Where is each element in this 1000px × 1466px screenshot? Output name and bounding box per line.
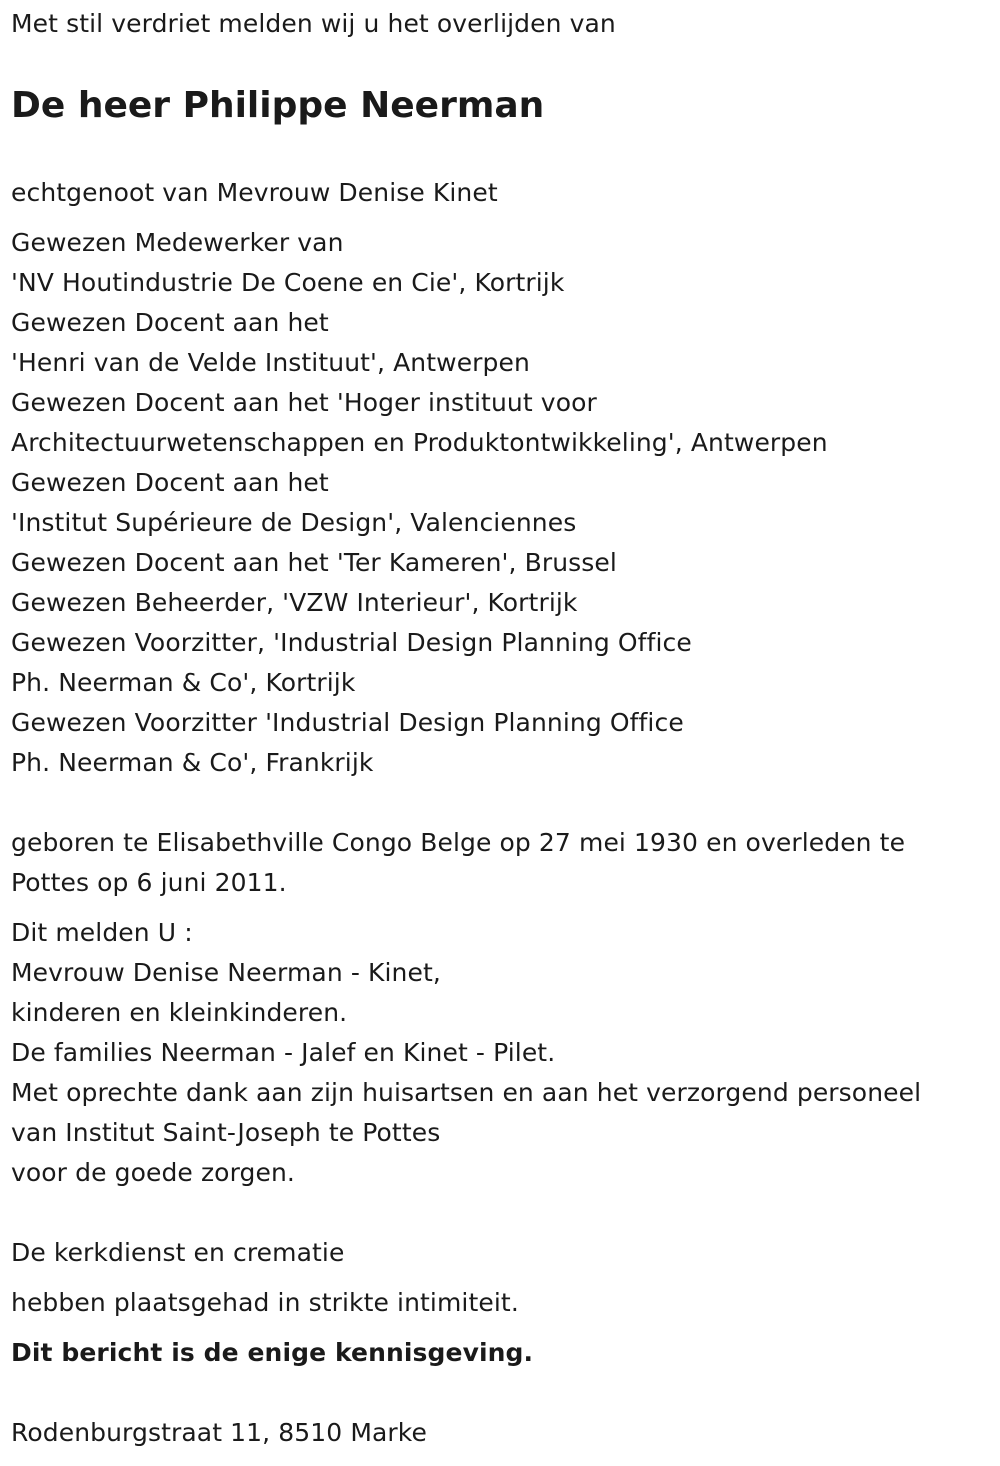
intro-text: Met stil verdriet melden wij u het overlijden van — [11, 9, 616, 38]
career-line: Gewezen Voorzitter 'Industrial Design Planning Office — [11, 708, 684, 737]
career-line: Architectuurwetenschappen en Produktontwikkeling', Antwerpen — [11, 428, 828, 457]
notice-text: Dit bericht is de enige kennisgeving. — [11, 1338, 534, 1367]
career-line: Gewezen Docent aan het 'Ter Kameren', Brussel — [11, 548, 617, 577]
announcer-line: Mevrouw Denise Neerman - Kinet, — [11, 958, 441, 987]
career-line: Gewezen Docent aan het 'Hoger instituut voor — [11, 388, 597, 417]
career-line: 'Institut Supérieure de Design', Valenciennes — [11, 508, 577, 537]
announcer-line: Dit melden U : — [11, 918, 193, 947]
birth-line: Pottes op 6 juni 2011. — [11, 868, 287, 897]
birth-line: geboren te Elisabethville Congo Belge op 27 mei 1930 en overleden te — [11, 828, 906, 857]
career-line: 'NV Houtindustrie De Coene en Cie', Kortrijk — [11, 268, 565, 297]
career-line: Gewezen Medewerker van — [11, 228, 344, 257]
announcer-line: Met oprechte dank aan zijn huisartsen en aan het verzorgend personeel — [11, 1078, 922, 1107]
deceased-name: De heer Philippe Neerman — [11, 85, 545, 126]
career-line: Gewezen Voorzitter, 'Industrial Design Planning Office — [11, 628, 692, 657]
career-line: Gewezen Docent aan het — [11, 308, 329, 337]
announcer-line: De families Neerman - Jalef en Kinet - Pilet. — [11, 1038, 556, 1067]
career-line: Gewezen Docent aan het — [11, 468, 329, 497]
announcer-line: voor de goede zorgen. — [11, 1158, 295, 1187]
address-text: Rodenburgstraat 11, 8510 Marke — [11, 1418, 427, 1447]
announcer-line: kinderen en kleinkinderen. — [11, 998, 348, 1027]
service-line: hebben plaatsgehad in strikte intimiteit. — [11, 1288, 519, 1317]
career-line: Ph. Neerman & Co', Kortrijk — [11, 668, 356, 697]
career-line: Ph. Neerman & Co', Frankrijk — [11, 748, 374, 777]
career-line: 'Henri van de Velde Instituut', Antwerpen — [11, 348, 530, 377]
announcer-line: van Institut Saint-Joseph te Pottes — [11, 1118, 441, 1147]
service-line: De kerkdienst en crematie — [11, 1238, 345, 1267]
spouse-text: echtgenoot van Mevrouw Denise Kinet — [11, 178, 498, 207]
career-line: Gewezen Beheerder, 'VZW Interieur', Kortrijk — [11, 588, 578, 617]
